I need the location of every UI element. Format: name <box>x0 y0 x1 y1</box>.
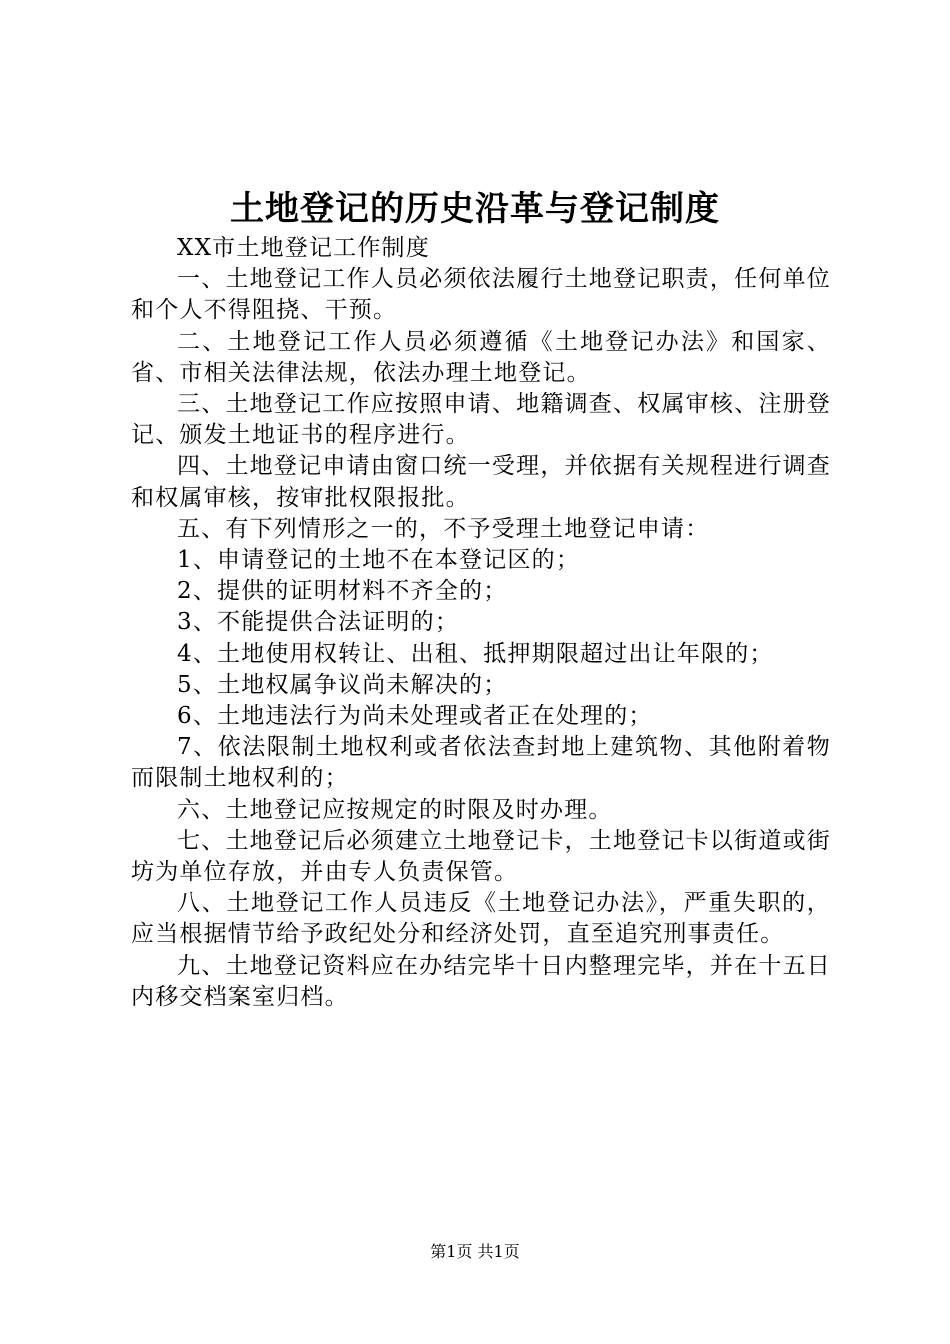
paragraph-1: 一、土地登记工作人员必须依法履行土地登记职责，任何单位和个人不得阻挠、干预。 <box>131 266 831 324</box>
document-title: 土地登记的历史沿革与登记制度 <box>230 189 720 229</box>
paragraph-3: 三、土地登记工作应按照申请、地籍调查、权属审核、注册登记、颁发土地证书的程序进行。 <box>131 391 831 449</box>
paragraph-5: 五、有下列情形之一的，不予受理土地登记申请： <box>177 515 710 542</box>
list-item-2: 2、提供的证明材料不齐全的； <box>177 578 508 605</box>
paragraph-heading: XX市土地登记工作制度 <box>177 235 430 261</box>
list-item-5: 5、土地权属争议尚未解决的； <box>177 671 508 698</box>
paragraph-4: 四、土地登记申请由窗口统一受理，并依据有关规程进行调查和权属审核，按审批权限报批。 <box>131 453 831 511</box>
paragraph-6: 六、土地登记应按规定的时限及时办理。 <box>177 796 613 823</box>
list-item-6: 6、土地违法行为尚未处理或者正在处理的； <box>177 703 653 730</box>
list-item-4: 4、土地使用权转让、出租、抵押期限超过出让年限的； <box>177 640 774 667</box>
list-item-3: 3、不能提供合法证明的； <box>177 609 460 636</box>
paragraph-7: 七、土地登记后必须建立土地登记卡，土地登记卡以街道或街坊为单位存放，并由专人负责保管。 <box>131 827 831 886</box>
page-number-label: 第1页 共1页 <box>430 1242 520 1261</box>
page-footer <box>0 1241 950 1263</box>
paragraph-9: 九、土地登记资料应在办结完毕十日内整理完毕，并在十五日内移交档案室归档。 <box>131 952 831 1010</box>
paragraph-8: 八、土地登记工作人员违反《土地登记办法》，严重失职的，应当根据情节给予政纪处分和经济处罚，直至追究刑事责任。 <box>131 890 831 948</box>
list-item-7: 7、依法限制土地权利或者依法查封地上建筑物、其他附着物而限制土地权利的； <box>131 734 831 792</box>
paragraph-2: 二、土地登记工作人员必须遵循《土地登记办法》和国家、省、市相关法律法规，依法办理土地登记。 <box>131 328 831 386</box>
list-item-1: 1、申请登记的土地不在本登记区的； <box>177 547 581 574</box>
document-body <box>131 233 831 1013</box>
